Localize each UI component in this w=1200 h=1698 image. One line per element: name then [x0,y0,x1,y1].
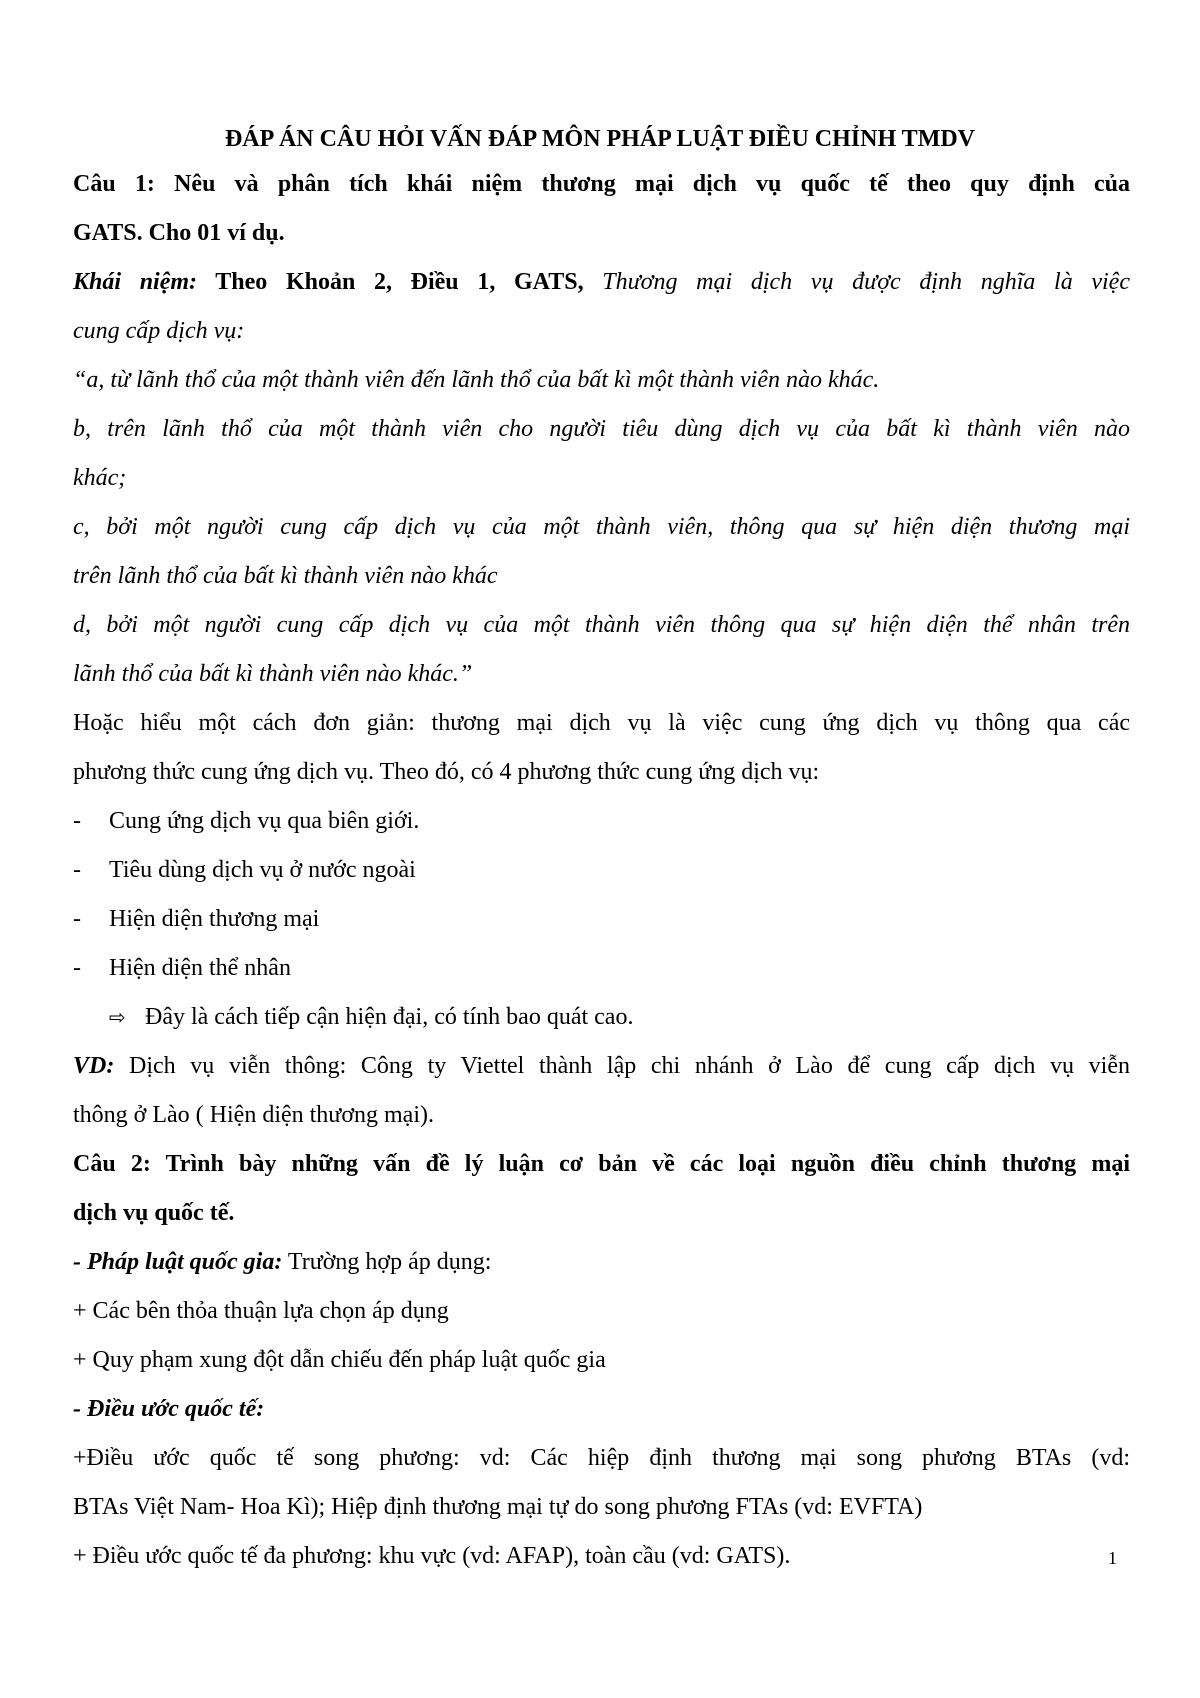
concept-source: Theo Khoản 2, Điều 1, GATS, [197,269,584,295]
mode-list-item [73,846,1130,895]
national-law-label: - Pháp luật quốc gia: [73,1249,283,1275]
dash-bullet: - [73,906,81,932]
mode-text: Hiện diện thể nhân [109,955,291,981]
quote-b-line-2: khác; [73,465,127,491]
quote-c-line-1: c, bởi một người cung cấp dịch vụ của một thành viên, thông qua sự hiện diện thương mại [73,514,1130,540]
bilateral-treaty-line-2: BTAs Việt Nam- Hoa Kì); Hiệp định thương mại tự do song phương FTAs (vd: EVFTA) [73,1494,923,1520]
example-line-1 [73,1042,1130,1091]
right-arrow-icon: ⇨ [109,1005,126,1029]
mode-text: Hiện diện thương mại [109,906,320,932]
mode-text: Cung ứng dịch vụ qua biên giới. [109,808,420,834]
concept-paragraph-line-2: cung cấp dịch vụ: [73,318,245,344]
question-2-heading-line-1: Câu 2: Trình bày những vấn đề lý luận cơ bản về các loại nguồn điều chỉnh thương mại [73,1151,1130,1177]
example-text: Dịch vụ viễn thông: Công ty Viettel thành lập chi nhánh ở Lào để cung cấp dịch vụ viễn [114,1053,1130,1079]
document-title: ĐÁP ÁN CÂU HỎI VẤN ĐÁP MÔN PHÁP LUẬT ĐIỀU CHỈNH TMDV [224,126,976,152]
conclusion-text: Đây là cách tiếp cận hiện đại, có tính bao quát cao. [145,1004,634,1030]
dash-bullet: - [73,955,81,981]
question-2-heading-line-2: dịch vụ quốc tế. [73,1200,235,1226]
quote-c-line-2: trên lãnh thổ của bất kì thành viên nào khác [73,563,498,589]
conclusion-line [73,993,1130,1042]
document-body [73,160,1130,1581]
quote-d-line-2: lãnh thổ của bất kì thành viên nào khác.” [73,661,473,687]
dash-bullet: - [73,808,81,834]
example-line-2: thông ở Lào ( Hiện diện thương mại). [73,1102,434,1128]
mode-list-item [73,797,1130,846]
mode-list-item [73,895,1130,944]
treaty-label: - Điều ước quốc tế: [73,1396,265,1422]
multilateral-treaty-line: + Điều ước quốc tế đa phương: khu vực (vd: AFAP), toàn cầu (vd: GATS). [73,1543,791,1569]
quote-b-line-1: b, trên lãnh thổ của một thành viên cho người tiêu dùng dịch vụ của bất kì thành viên nào [73,416,1130,442]
simple-explanation-line-1: Hoặc hiểu một cách đơn giản: thương mại dịch vụ là việc cung ứng dịch vụ thông qua các [73,710,1130,736]
question-1-heading-line-1: Câu 1: Nêu và phân tích khái niệm thương mại dịch vụ quốc tế theo quy định của [73,171,1130,197]
quote-d-line-1: d, bởi một người cung cấp dịch vụ của một thành viên thông qua sự hiện diện thể nhân trên [73,612,1130,638]
national-law-text: Trường hợp áp dụng: [282,1249,492,1275]
mode-list-item [73,944,1130,993]
national-law-case: + Các bên thỏa thuận lựa chọn áp dụng [73,1298,449,1324]
example-label: VD: [73,1053,115,1079]
national-law-case: + Quy phạm xung đột dẫn chiếu đến pháp luật quốc gia [73,1347,606,1373]
mode-text: Tiêu dùng dịch vụ ở nước ngoài [109,857,416,883]
bilateral-treaty-line-1: +Điều ước quốc tế song phương: vd: Các hiệp định thương mại song phương BTAs (vd: [73,1445,1130,1471]
page-number: 1 [1108,1548,1117,1568]
concept-text: Thương mại dịch vụ được định nghĩa là việc [583,269,1130,295]
question-1-heading-line-2: GATS. Cho 01 ví dụ. [73,220,285,246]
dash-bullet: - [73,857,81,883]
concept-paragraph-line-1 [73,258,1130,307]
quote-a: “a, từ lãnh thổ của một thành viên đến lãnh thổ của bất kì một thành viên nào khác. [73,367,880,393]
simple-explanation-line-2: phương thức cung ứng dịch vụ. Theo đó, có 4 phương thức cung ứng dịch vụ: [73,759,820,785]
national-law-line [73,1238,1130,1287]
concept-label: Khái niệm: [73,269,198,295]
